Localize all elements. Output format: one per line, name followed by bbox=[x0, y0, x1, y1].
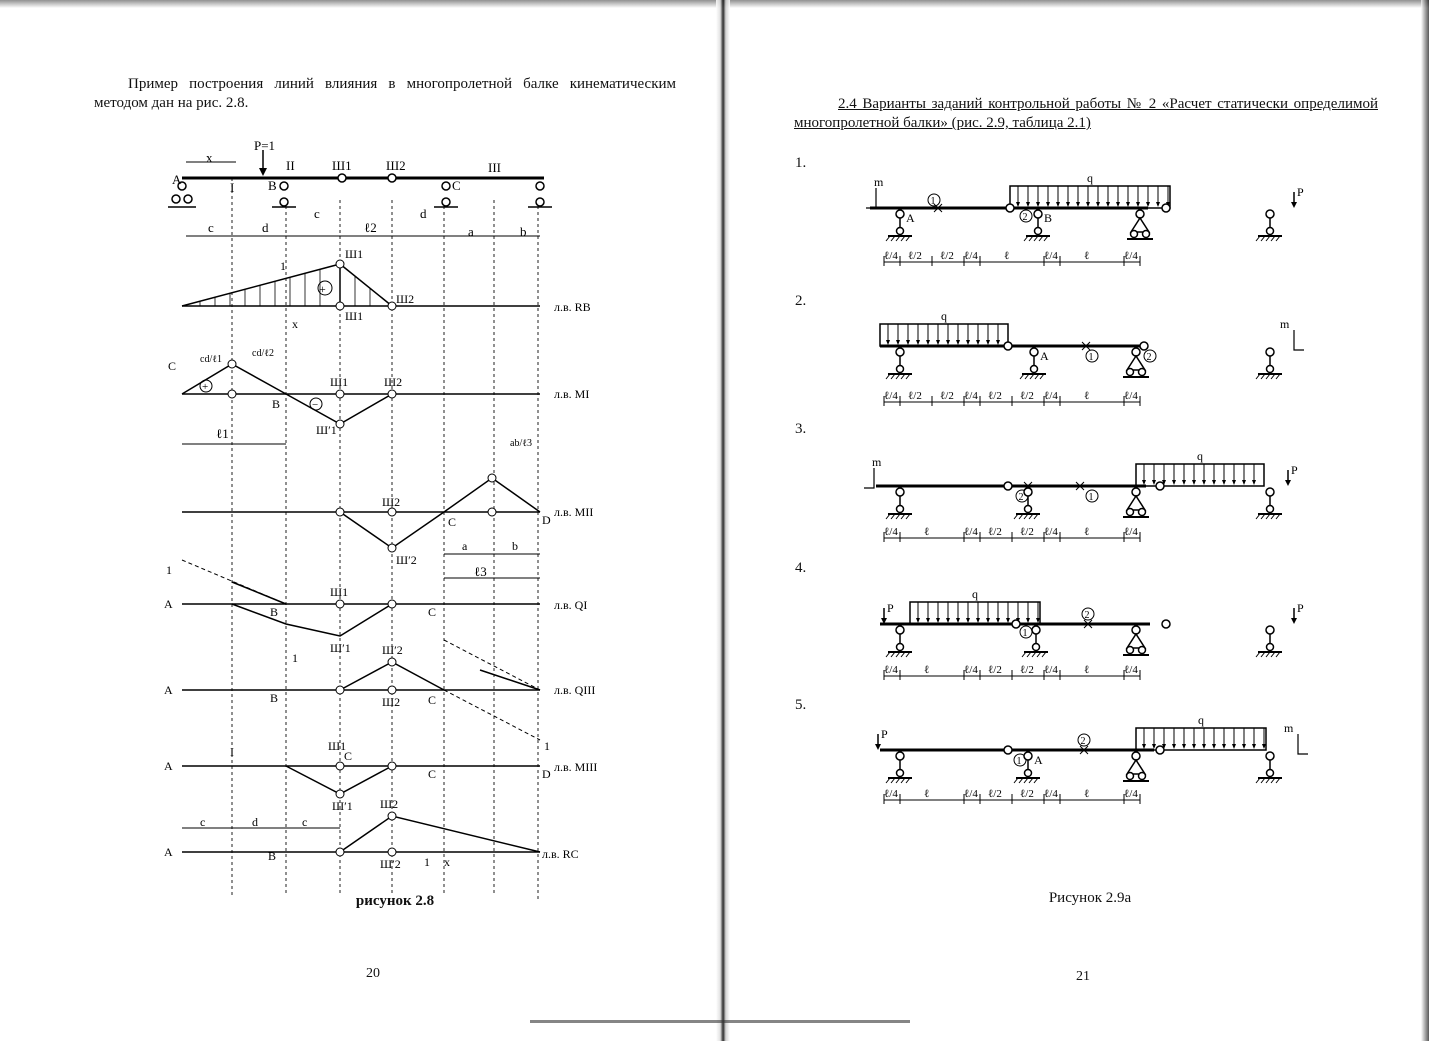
svg-text:A: A bbox=[164, 759, 173, 773]
svg-text:Ш2: Ш2 bbox=[382, 695, 401, 709]
svg-text:ab/ℓ3: ab/ℓ3 bbox=[510, 438, 533, 449]
support-pin bbox=[1143, 231, 1150, 238]
load-arrow-head bbox=[1036, 202, 1040, 207]
p-label: P bbox=[881, 727, 888, 741]
dimension-label: ℓ/2 bbox=[940, 250, 954, 262]
svg-text:P=1: P=1 bbox=[254, 138, 276, 153]
iline-QI bbox=[164, 560, 587, 665]
dimension-label: ℓ bbox=[924, 526, 930, 538]
moment-arrow bbox=[864, 468, 874, 488]
svg-text:A: A bbox=[164, 597, 173, 611]
dimension-label: ℓ/4 bbox=[964, 664, 978, 676]
dimension-label: ℓ/4 bbox=[1044, 664, 1058, 676]
svg-text:Ш′1: Ш′1 bbox=[316, 423, 337, 437]
section-number: 2 bbox=[1146, 352, 1152, 363]
page-number-right: 21 bbox=[1076, 969, 1090, 984]
section-number: 2 bbox=[1084, 610, 1090, 621]
dimension-label: ℓ bbox=[1084, 526, 1090, 538]
load-arrow-head bbox=[1192, 744, 1196, 749]
svg-text:л.в. MII: л.в. MII bbox=[554, 505, 594, 519]
beam-hinge bbox=[1006, 204, 1014, 212]
load-arrow-head bbox=[1252, 480, 1256, 485]
dimension-label: ℓ/4 bbox=[1124, 250, 1138, 262]
svg-text:B: B bbox=[272, 397, 281, 411]
support-label-B: B bbox=[1044, 211, 1053, 225]
beam-hinge bbox=[1012, 620, 1020, 628]
moment-arrow bbox=[1294, 330, 1304, 350]
dimension-label: ℓ bbox=[1084, 250, 1090, 262]
support-pin bbox=[897, 228, 904, 235]
svg-text:B: B bbox=[270, 605, 279, 619]
svg-text:Ш2: Ш2 bbox=[384, 375, 403, 389]
point-load-head bbox=[1291, 202, 1297, 208]
dimension-label: ℓ/2 bbox=[988, 788, 1002, 800]
support-pin bbox=[1139, 773, 1146, 780]
svg-text:л.в. MIII: л.в. MIII bbox=[554, 760, 598, 774]
svg-text:c: c bbox=[302, 815, 308, 829]
svg-text:C: C bbox=[452, 178, 461, 193]
load-arrow-head bbox=[1066, 202, 1070, 207]
dimension-label: ℓ/4 bbox=[884, 526, 898, 538]
svg-text:a: a bbox=[462, 539, 468, 553]
section-number: 2 bbox=[1022, 212, 1028, 223]
support-hinge bbox=[1266, 210, 1274, 218]
dimension-label: ℓ/2 bbox=[908, 250, 922, 262]
svg-text:1: 1 bbox=[280, 259, 286, 273]
load-arrow-head bbox=[906, 340, 910, 345]
beam-hinge bbox=[1004, 746, 1012, 754]
load-arrow-head bbox=[1232, 744, 1236, 749]
distributed-load bbox=[910, 602, 1040, 624]
dimension-label: ℓ bbox=[1004, 250, 1010, 262]
dimension-label: ℓ/4 bbox=[964, 250, 978, 262]
q-label: q bbox=[1087, 171, 1093, 185]
svg-text:B: B bbox=[268, 178, 277, 193]
dimension-label: ℓ bbox=[924, 788, 930, 800]
load-arrow-head bbox=[1156, 202, 1160, 207]
dimension-label: ℓ/4 bbox=[1044, 250, 1058, 262]
support-pin bbox=[897, 366, 904, 373]
dimension-label: ℓ bbox=[1084, 788, 1090, 800]
load-arrow-head bbox=[946, 618, 950, 623]
load-arrow-head bbox=[1222, 744, 1226, 749]
support-hinge bbox=[896, 210, 904, 218]
support-hinge bbox=[1266, 348, 1274, 356]
svg-text:x: x bbox=[444, 855, 450, 869]
load-arrow-head bbox=[1056, 202, 1060, 207]
guide-lines bbox=[232, 178, 538, 900]
load-arrow-head bbox=[926, 340, 930, 345]
load-arrow-head bbox=[1126, 202, 1130, 207]
q-label: q bbox=[941, 309, 947, 323]
load-arrow-head bbox=[966, 618, 970, 623]
svg-text:C: C bbox=[428, 693, 437, 707]
svg-text:cd/ℓ2: cd/ℓ2 bbox=[252, 348, 275, 359]
load-arrow-head bbox=[1006, 618, 1010, 623]
point-load-head bbox=[1285, 480, 1291, 486]
beam-hinge bbox=[1156, 482, 1164, 490]
support-pin bbox=[1267, 366, 1274, 373]
dimension-label: ℓ/2 bbox=[1020, 664, 1034, 676]
svg-text:л.в. QIII: л.в. QIII bbox=[554, 683, 596, 697]
load-arrow-head bbox=[1136, 202, 1140, 207]
variant-number-2: 2. bbox=[795, 293, 807, 309]
load-arrow-head bbox=[936, 618, 940, 623]
svg-text:d: d bbox=[252, 815, 258, 829]
support-pin bbox=[897, 644, 904, 651]
svg-text:x: x bbox=[206, 150, 213, 165]
load-arrow-head bbox=[1016, 202, 1020, 207]
support-hinge bbox=[1034, 210, 1042, 218]
load-arrow-head bbox=[916, 618, 920, 623]
distributed-load bbox=[1010, 186, 1170, 208]
dimension-label: ℓ/2 bbox=[1020, 526, 1034, 538]
svg-text:x: x bbox=[292, 317, 298, 331]
dimension-label: ℓ bbox=[1084, 664, 1090, 676]
support-pin bbox=[1033, 644, 1040, 651]
svg-text:1: 1 bbox=[424, 855, 430, 869]
support-pin bbox=[897, 506, 904, 513]
distributed-load bbox=[1136, 728, 1266, 750]
section-number: 1 bbox=[1022, 628, 1028, 639]
dimension-label: ℓ/4 bbox=[964, 788, 978, 800]
m-label: m bbox=[1280, 317, 1290, 331]
load-arrow-head bbox=[1096, 202, 1100, 207]
load-arrow-head bbox=[1142, 480, 1146, 485]
section-number: 1 bbox=[1088, 492, 1094, 503]
support-pin bbox=[1127, 647, 1134, 654]
section-title: 2.4 Варианты заданий контрольной работы № 2 «Расчет статически определимой многопролетной балки» (рис. 2.9, таблица 2.1) bbox=[794, 96, 1378, 131]
support-label-A: A bbox=[906, 211, 915, 225]
load-arrow-head bbox=[1242, 744, 1246, 749]
svg-text:Ш1: Ш1 bbox=[345, 309, 364, 323]
variant-number-4: 4. bbox=[795, 560, 807, 576]
support-hinge bbox=[1266, 752, 1274, 760]
load-arrow-head bbox=[1242, 480, 1246, 485]
load-arrow-head bbox=[976, 340, 980, 345]
support-pin bbox=[1025, 770, 1032, 777]
support-pin bbox=[1267, 506, 1274, 513]
support-hinge bbox=[896, 752, 904, 760]
support-hinge bbox=[896, 626, 904, 634]
support-pin bbox=[1031, 366, 1038, 373]
beam-hinge bbox=[1004, 342, 1012, 350]
load-arrow-head bbox=[1212, 744, 1216, 749]
beam-hinge bbox=[1140, 342, 1148, 350]
load-arrow-head bbox=[1202, 480, 1206, 485]
svg-text:Ш2: Ш2 bbox=[382, 495, 401, 509]
svg-text:ℓ2: ℓ2 bbox=[364, 220, 377, 235]
support-hinge bbox=[1266, 626, 1274, 634]
load-arrow-head bbox=[1152, 744, 1156, 749]
dimension-label: ℓ/4 bbox=[884, 664, 898, 676]
moment-arrow bbox=[866, 188, 876, 208]
svg-text:Ш1: Ш1 bbox=[345, 247, 364, 261]
iline-MIII bbox=[164, 739, 597, 829]
svg-text:л.в. RC: л.в. RC bbox=[542, 847, 579, 861]
section-number: 1 bbox=[930, 196, 936, 207]
dimension-label: ℓ/4 bbox=[884, 250, 898, 262]
load-arrow-head bbox=[1152, 480, 1156, 485]
load-arrow-head bbox=[956, 618, 960, 623]
variant-number-1: 1. bbox=[795, 155, 807, 171]
svg-text:C: C bbox=[168, 359, 177, 373]
svg-text:A: A bbox=[164, 845, 173, 859]
moment-arrow bbox=[1298, 734, 1308, 754]
dimension-label: ℓ/2 bbox=[988, 526, 1002, 538]
svg-text:c: c bbox=[200, 815, 206, 829]
support-label-A: A bbox=[1034, 753, 1043, 767]
dimension-label: ℓ/2 bbox=[1020, 788, 1034, 800]
svg-text:I: I bbox=[230, 180, 235, 195]
svg-text:I: I bbox=[230, 745, 234, 759]
svg-text:Ш′1: Ш′1 bbox=[330, 641, 351, 655]
support-pin bbox=[1025, 506, 1032, 513]
svg-text:ℓ3: ℓ3 bbox=[474, 564, 487, 579]
svg-text:л.в. MI: л.в. MI bbox=[554, 387, 590, 401]
dimension-label: ℓ/4 bbox=[1124, 390, 1138, 402]
support-hinge bbox=[896, 488, 904, 496]
dimension-label: ℓ/2 bbox=[1020, 390, 1034, 402]
load-arrow-head bbox=[1026, 618, 1030, 623]
svg-text:c: c bbox=[208, 220, 214, 235]
svg-text:1: 1 bbox=[166, 563, 172, 577]
support-hinge bbox=[1266, 488, 1274, 496]
load-arrow-head bbox=[936, 340, 940, 345]
section-number: 1 bbox=[1016, 756, 1022, 767]
svg-text:cd/ℓ1: cd/ℓ1 bbox=[200, 354, 223, 365]
support-hinge bbox=[1024, 752, 1032, 760]
variant-number-3: 3. bbox=[795, 421, 807, 437]
support-pin bbox=[1139, 369, 1146, 376]
svg-text:+: + bbox=[319, 282, 326, 296]
support-pin bbox=[1127, 773, 1134, 780]
iline-MII bbox=[182, 438, 593, 579]
q-label: q bbox=[1197, 449, 1203, 463]
beam-hinge bbox=[1004, 482, 1012, 490]
dimension-label: ℓ/2 bbox=[988, 664, 1002, 676]
load-arrow-head bbox=[1142, 744, 1146, 749]
section-number: 2 bbox=[1080, 736, 1086, 747]
svg-text:Ш′1: Ш′1 bbox=[332, 799, 353, 813]
svg-text:1: 1 bbox=[544, 739, 550, 753]
load-arrow-head bbox=[976, 618, 980, 623]
svg-text:Ш′2: Ш′2 bbox=[380, 857, 401, 871]
svg-text:Ш2: Ш2 bbox=[380, 797, 399, 811]
svg-text:Ш2: Ш2 bbox=[386, 158, 406, 173]
main-beam bbox=[168, 150, 552, 207]
load-arrow-head bbox=[926, 618, 930, 623]
svg-text:л.в. RB: л.в. RB bbox=[554, 300, 591, 314]
variant-number-5: 5. bbox=[795, 697, 807, 713]
svg-text:C: C bbox=[448, 515, 457, 529]
m-label: m bbox=[1284, 721, 1294, 735]
support-pin bbox=[1035, 228, 1042, 235]
svg-text:Ш′2: Ш′2 bbox=[382, 643, 403, 657]
dimension-label: ℓ/4 bbox=[1124, 664, 1138, 676]
svg-text:c: c bbox=[314, 206, 320, 221]
p-label: P bbox=[1297, 601, 1304, 615]
dimension-label: ℓ bbox=[1084, 390, 1090, 402]
load-arrow-head bbox=[1046, 202, 1050, 207]
iline-RC bbox=[164, 797, 579, 871]
svg-text:B: B bbox=[270, 691, 279, 705]
load-arrow-head bbox=[986, 340, 990, 345]
beam-hinge bbox=[1162, 204, 1170, 212]
svg-text:D: D bbox=[542, 767, 551, 781]
dimension-label: ℓ/4 bbox=[1044, 390, 1058, 402]
right-page bbox=[730, 0, 1429, 1041]
svg-text:b: b bbox=[520, 224, 527, 239]
iline-RB bbox=[182, 247, 591, 331]
load-arrow-head bbox=[946, 340, 950, 345]
load-arrow-head bbox=[1182, 480, 1186, 485]
p-label: P bbox=[1297, 185, 1304, 199]
svg-text:Ш1: Ш1 bbox=[328, 739, 347, 753]
book-gutter bbox=[716, 0, 730, 1041]
dimension-label: ℓ/4 bbox=[1124, 526, 1138, 538]
load-arrow-head bbox=[1172, 480, 1176, 485]
svg-text:Ш′2: Ш′2 bbox=[396, 553, 417, 567]
load-arrow-head bbox=[1116, 202, 1120, 207]
figure-2-8 bbox=[0, 0, 716, 900]
load-arrow-head bbox=[1192, 480, 1196, 485]
support-pin bbox=[1127, 369, 1134, 376]
load-arrow-head bbox=[1182, 744, 1186, 749]
p-label: P bbox=[887, 601, 894, 615]
support-hinge bbox=[1032, 626, 1040, 634]
svg-text:d: d bbox=[262, 220, 269, 235]
support-pin bbox=[1267, 644, 1274, 651]
dimension-label: ℓ/2 bbox=[988, 390, 1002, 402]
svg-text:1: 1 bbox=[292, 651, 298, 665]
load-arrow-head bbox=[1212, 480, 1216, 485]
beam-hinge bbox=[1162, 620, 1170, 628]
load-arrow-head bbox=[956, 340, 960, 345]
support-hinge bbox=[896, 348, 904, 356]
dimension-label: ℓ/4 bbox=[964, 390, 978, 402]
svg-text:л.в. QI: л.в. QI bbox=[554, 598, 588, 612]
load-arrow-head bbox=[1202, 744, 1206, 749]
load-arrow-head bbox=[1026, 202, 1030, 207]
support-pin bbox=[1139, 647, 1146, 654]
load-arrow-head bbox=[886, 340, 890, 345]
section-number: 1 bbox=[1088, 352, 1094, 363]
main-beam-labels bbox=[172, 138, 527, 239]
intro-paragraph: Пример построения линий влияния в многопролетной балке кинематическим методом дан на рис. 2.8. bbox=[94, 76, 676, 111]
svg-text:III: III bbox=[488, 160, 501, 175]
svg-text:Ш1: Ш1 bbox=[330, 585, 349, 599]
figure-caption-left: рисунок 2.8 bbox=[355, 893, 435, 909]
svg-text:II: II bbox=[286, 158, 295, 173]
dimension-label: ℓ/4 bbox=[884, 788, 898, 800]
svg-text:Ш2: Ш2 bbox=[396, 292, 415, 306]
q-label: q bbox=[1198, 713, 1204, 727]
support-pin bbox=[1267, 770, 1274, 777]
svg-text:b: b bbox=[512, 539, 518, 553]
iline-QIII bbox=[164, 640, 595, 753]
load-arrow-head bbox=[986, 618, 990, 623]
m-label: m bbox=[874, 175, 884, 189]
svg-text:−: − bbox=[312, 399, 319, 411]
svg-text:Ш1: Ш1 bbox=[330, 375, 349, 389]
figure-2-9a bbox=[730, 0, 1429, 880]
support-pin bbox=[897, 770, 904, 777]
figure-caption-right: Рисунок 2.9а bbox=[1048, 890, 1132, 906]
svg-text:C: C bbox=[344, 749, 353, 763]
dimension-label: ℓ/4 bbox=[1124, 788, 1138, 800]
section-number: 2 bbox=[1018, 492, 1024, 503]
q-label: q bbox=[972, 587, 978, 601]
load-arrow-head bbox=[1076, 202, 1080, 207]
load-arrow-head bbox=[996, 340, 1000, 345]
point-load-head bbox=[1291, 618, 1297, 624]
load-arrow-head bbox=[1086, 202, 1090, 207]
beam-hinge bbox=[1156, 746, 1164, 754]
support-hinge bbox=[1024, 488, 1032, 496]
load-arrow-head bbox=[896, 340, 900, 345]
load-arrow-head bbox=[916, 340, 920, 345]
svg-text:A: A bbox=[172, 172, 182, 187]
support-hinge bbox=[1030, 348, 1038, 356]
svg-text:+: + bbox=[202, 381, 209, 393]
load-arrow-head bbox=[1252, 744, 1256, 749]
support-pin bbox=[1131, 231, 1138, 238]
load-arrow-head bbox=[1106, 202, 1110, 207]
load-arrow-head bbox=[1222, 480, 1226, 485]
support-pin bbox=[1127, 509, 1134, 516]
svg-text:a: a bbox=[468, 224, 474, 239]
svg-text:ℓ1: ℓ1 bbox=[216, 426, 229, 441]
iline-MI bbox=[168, 348, 589, 441]
support-label-A: A bbox=[1040, 349, 1049, 363]
dimension-label: ℓ bbox=[924, 664, 930, 676]
svg-text:C: C bbox=[428, 605, 437, 619]
load-arrow-head bbox=[996, 618, 1000, 623]
load-arrow-head bbox=[1232, 480, 1236, 485]
load-arrow-head bbox=[1146, 202, 1150, 207]
svg-text:Ш1: Ш1 bbox=[332, 158, 352, 173]
load-arrow-head bbox=[1172, 744, 1176, 749]
svg-text:d: d bbox=[420, 206, 427, 221]
svg-text:D: D bbox=[542, 513, 551, 527]
dimension-label: ℓ/4 bbox=[964, 526, 978, 538]
support-pin bbox=[1139, 509, 1146, 516]
load-arrow-head bbox=[966, 340, 970, 345]
dimension-label: ℓ/4 bbox=[1044, 526, 1058, 538]
svg-text:B: B bbox=[268, 849, 277, 863]
dimension-label: ℓ/4 bbox=[884, 390, 898, 402]
dimension-label: ℓ/4 bbox=[1044, 788, 1058, 800]
page-number-left: 20 bbox=[366, 966, 380, 981]
dimension-label: ℓ/2 bbox=[908, 390, 922, 402]
support-pin bbox=[1267, 228, 1274, 235]
p-label: P bbox=[1291, 463, 1298, 477]
m-label: m bbox=[872, 455, 882, 469]
svg-text:C: C bbox=[428, 767, 437, 781]
dimension-label: ℓ/2 bbox=[940, 390, 954, 402]
svg-text:A: A bbox=[164, 683, 173, 697]
